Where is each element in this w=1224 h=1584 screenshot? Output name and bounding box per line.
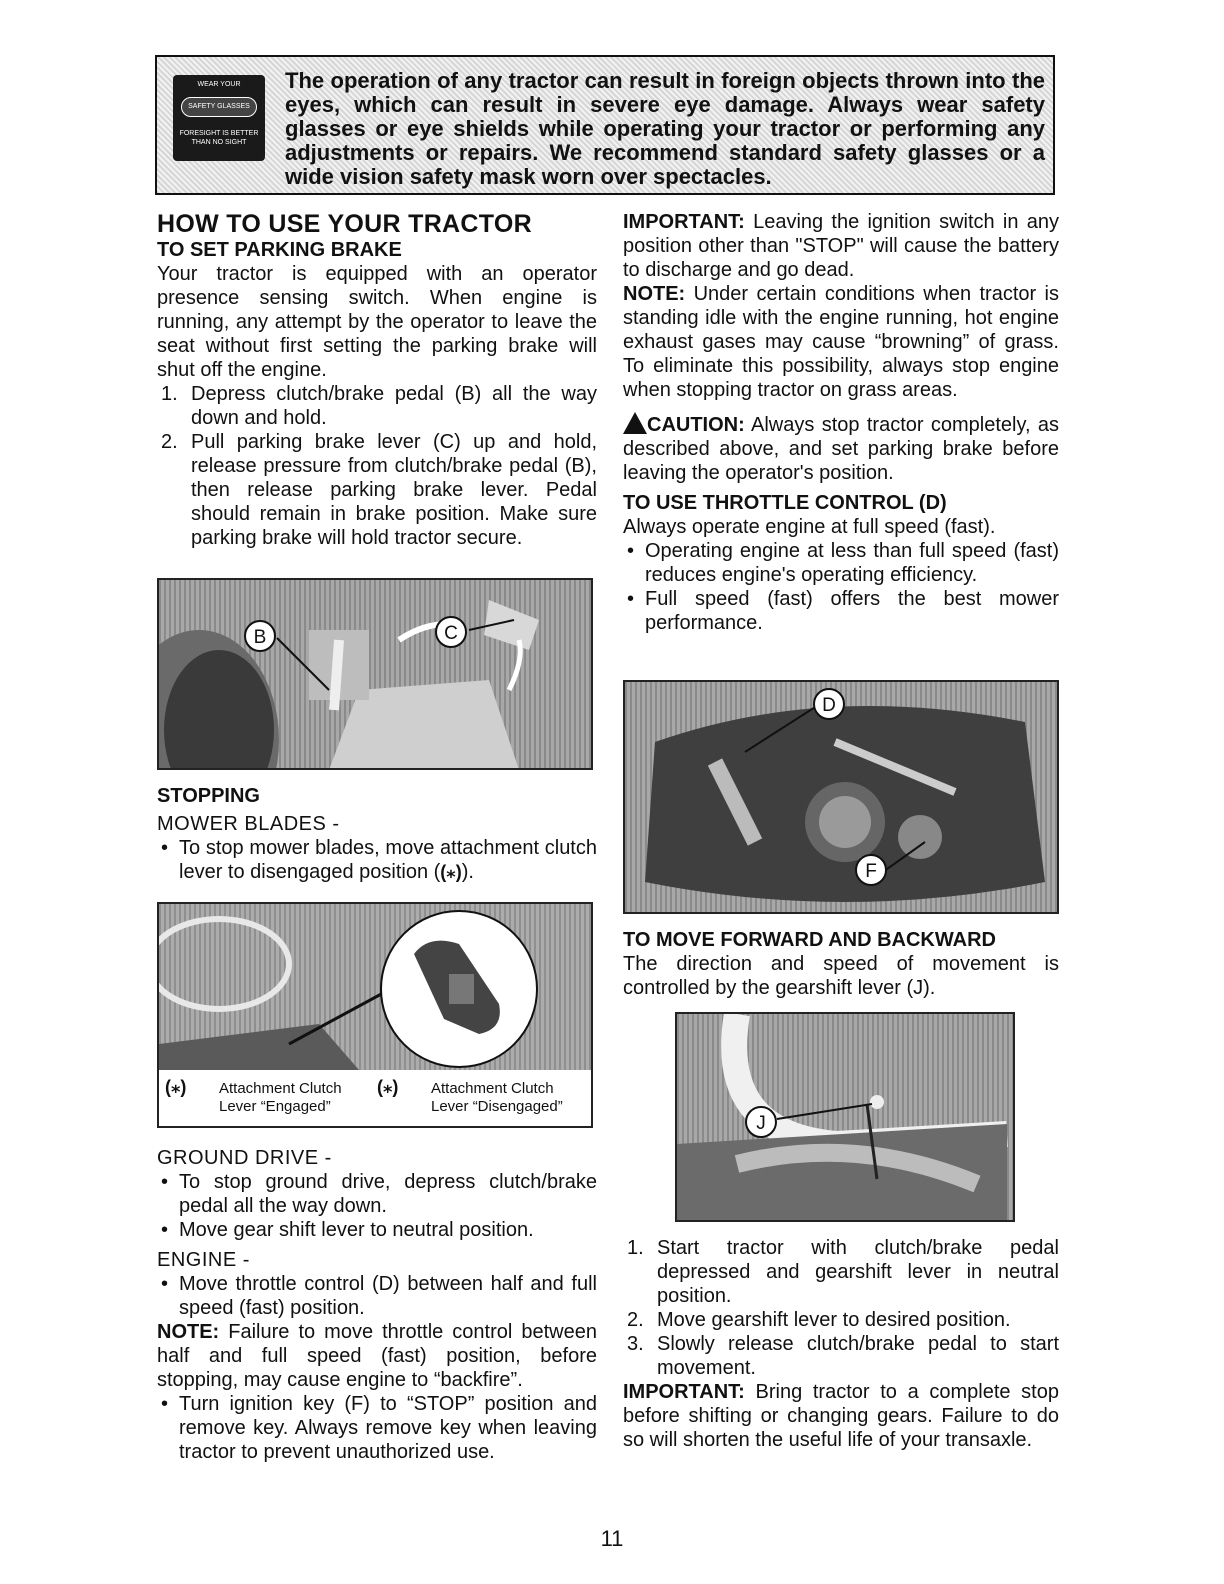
engine-note: NOTE: Failure to move throttle control between half and full speed (fast) position, before stopping, may cause engine to “backfire”.	[157, 1321, 597, 1391]
browning-note: NOTE: Under certain conditions when tractor is standing idle with the engine running, hot engine exhaust gases may cause “browning” of grass. To eliminate this possibility, always stop engine when stopping tractor on grass areas.	[623, 283, 1060, 401]
safety-warning-box	[155, 55, 1055, 195]
icon-text-middle: SAFETY GLASSES	[181, 97, 257, 117]
list-item: • Full speed (fast) offers the best mower performance.	[627, 588, 1059, 634]
callout-b: B	[244, 620, 276, 652]
stopping-section	[157, 784, 597, 884]
move-section-top	[623, 928, 1059, 1000]
stopping-heading: STOPPING	[157, 785, 260, 807]
callout-d: D	[813, 688, 845, 720]
icon-text-top: WEAR YOUR	[197, 81, 241, 88]
callout-f: F	[855, 854, 887, 886]
safety-glasses-icon	[173, 75, 265, 161]
callout-c: C	[435, 616, 467, 648]
section-title: HOW TO USE YOUR TRACTOR	[157, 210, 532, 238]
mower-blades-label: MOWER BLADES -	[157, 813, 340, 835]
throttle-illustration	[625, 682, 1059, 914]
important-gears-note: IMPORTANT: Bring tractor to a complete stop before shifting or changing gears. Failure to do so will shorten the useful life of your transaxle.	[623, 1381, 1059, 1451]
move-intro: The direction and speed of movement is controlled by the gearshift lever (J).	[623, 953, 1059, 999]
callout-j: J	[745, 1106, 777, 1138]
parking-brake-heading: TO SET PARKING BRAKE	[157, 239, 402, 261]
icon-text-bottom: FORESIGHT IS BETTER THAN NO SIGHT	[179, 130, 259, 146]
clutch-lever-illustration	[159, 904, 591, 1070]
list-item: 3. Slowly release clutch/brake pedal to start movement.	[627, 1333, 1059, 1379]
clutch-disengaged-icon: (⁎)	[377, 1077, 399, 1097]
list-item: • To stop ground drive, depress clutch/brake pedal all the way down.	[161, 1171, 597, 1217]
caution-triangle-icon	[623, 412, 647, 434]
parking-intro: Your tractor is equipped with an operator presence sensing switch. When engine is running, any attempt by the operator to leave the seat without first setting the parking brake will shut off the engine.	[157, 263, 597, 381]
list-item: • Move throttle control (D) between half and full speed (fast) position.	[161, 1273, 597, 1319]
page-number: 11	[600, 1526, 624, 1551]
list-item: • To stop mower blades, move attachment clutch lever to disengaged position ((⁎)).	[161, 837, 597, 883]
gearshift-illustration	[677, 1014, 1015, 1222]
warning-text: The operation of any tractor can result in foreign objects thrown into the eyes, which can result in severe eye damage. Always wear safety glasses or eye shields while operating your tractor or performing any adjustments or repairs. We recommend standard safety glasses or a wide vision safety mask worn over spectacles.	[285, 68, 1045, 189]
right-column-top	[623, 210, 1059, 635]
parking-brake-illustration	[159, 580, 593, 770]
throttle-intro: Always operate engine at full speed (fast).	[623, 516, 996, 538]
throttle-heading: TO USE THROTTLE CONTROL (D)	[623, 492, 947, 514]
attachment-clutch-figure: (⁎) Attachment Clutch Lever “Engaged” (⁎) Attachment Clutch Lever “Disengaged”	[157, 902, 593, 1128]
list-item: • Turn ignition key (F) to “STOP” position and remove key. Always remove key when leaving tractor to prevent unauthorized use.	[161, 1393, 597, 1463]
clutch-engaged-icon: (⁎)	[165, 1077, 187, 1097]
list-item: 1. Start tractor with clutch/brake pedal depressed and gearshift lever in neutral position.	[627, 1237, 1059, 1307]
ground-drive-label: GROUND DRIVE -	[157, 1147, 332, 1169]
left-column-top	[157, 210, 597, 550]
list-item: • Move gear shift lever to neutral position.	[161, 1219, 534, 1241]
list-item: 2. Pull parking brake lever (C) up and hold, release pressure from clutch/brake pedal (B), then release parking brake lever. Pedal should remain in brake position. Make sure parking brake will hold tractor secure.	[161, 431, 597, 549]
important-note: IMPORTANT: Leaving the ignition switch in any position other than "STOP" will cause the battery to discharge and go dead.	[623, 211, 1060, 281]
caution-note: CAUTION: Always stop tractor completely, as described above, and set parking brake before leaving the operator's position.	[623, 414, 1060, 484]
parking-brake-figure	[157, 578, 593, 770]
clutch-disengaged-icon: (⁎)	[440, 862, 462, 882]
list-item: • Operating engine at less than full speed (fast) reduces engine's operating efficiency.	[627, 540, 1059, 586]
throttle-figure	[623, 680, 1059, 914]
parking-steps	[157, 382, 597, 550]
move-heading: TO MOVE FORWARD AND BACKWARD	[623, 929, 996, 951]
list-item: 2. Move gearshift lever to desired position.	[627, 1309, 1011, 1331]
gearshift-figure	[675, 1012, 1015, 1222]
move-steps-section	[623, 1236, 1059, 1452]
list-item: 1. Depress clutch/brake pedal (B) all the way down and hold.	[161, 383, 597, 429]
engine-label: ENGINE -	[157, 1249, 250, 1271]
ground-engine-section	[157, 1146, 597, 1464]
